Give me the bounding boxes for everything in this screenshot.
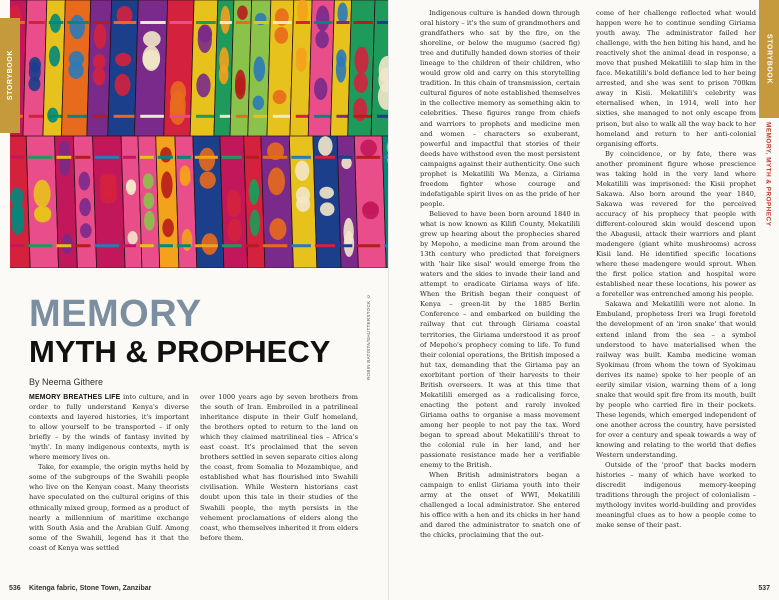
photo-credit [362, 270, 374, 380]
photo-caption: Kitenga fabric, Stone Town, Zanzibar [29, 585, 152, 592]
paragraph [29, 392, 189, 462]
lead-in: MEMORY BREATHES LIFE [29, 394, 121, 401]
fabric-strip [134, 0, 167, 140]
fabric-strip [261, 136, 293, 268]
body-column-4 [596, 8, 756, 530]
section-tab-label: STORYBOOK [765, 33, 773, 85]
paragraph: Sakawa and Mekatilili were not alone. In Embuland, prophetess Ireri wa Irugi foretold the development of an 'iron snake' that would extend inland from the sea – a symbol understood to have materialised when the railway was built. Kamba medicine woman Syokimau (from whom the town of Syokimau derives its name) spoke to her people of an eerily similar vision, warning them of a long snake that would spit fire from its mouth, built by people who carried fire in their pockets. These legends, which emerged independent of one another across the country, have persisted for over a century and speak towards a way of knowing and relating to the world that defies Western understanding. [596, 300, 756, 460]
section-tab-right [759, 0, 779, 118]
fabric-strip [93, 136, 126, 268]
fabric-strip [164, 0, 194, 140]
fabric-strip [289, 136, 317, 268]
fabric-strip [348, 0, 375, 140]
section-tab-left [0, 18, 20, 133]
fabric-strip [220, 136, 248, 268]
paragraph: over 1000 years ago by seven brothers from the south of Iran. Embroiled in a patrilineal inheritance dispute in their Gulf homeland, the brothers opted to return to the land on which they claimed matrilineal ties – Africa's east coast. It's proclaimed that the seven brothers settled in seven separate cities along the coast, from Somalia to Mozambique, and established what has flourished into Swahili civilisation. While Western historians cast doubt upon this tale in their studies of the Swahili people, the myth persists in the vehement proclamations of elders along the coast, who themselves inherited it from elders before them. [200, 393, 358, 542]
kitenga-fabric-image [10, 0, 389, 268]
running-header [763, 121, 773, 227]
paragraph: Indigenous culture is handed down through oral history – it's the sum of grandmothers and grandfathers who sat by the fire, on the shoreline, or below the mugumo (sacred fig) tree and dutifully handed down stories of their lineage to the children of their children, who would grow old and carry on this storytelling tradition. In this chain of transmission, certain cultural figures of note established themselves in the collective memory as something akin to celebrities. These figures range from chiefs and warriors to prophets and medicine men and women – characters so exuberant, powerful and impactful that stories of their deeds have withstood even the most persistent campaigns against their authenticity. One such prophet is Mekatilili Wa Menza, a Giriama freedom fighter whose courage and indefatigable spirit lives on as the pride of her people. [420, 9, 580, 208]
body-column-1 [29, 392, 189, 553]
paragraph: Outside of the 'proof' that backs modern histories – many of which have worked to discredit indigenous memory-keeping traditions through the project of colonialism – mythology invites world-building and provides meaningful clues as to how a people come to make sense of their past. [596, 461, 756, 530]
title-myth-prophecy: MYTH & PROPHECY [29, 334, 331, 369]
fabric-strip [193, 136, 224, 268]
body-column-3 [420, 8, 580, 540]
paragraph: Believed to have been born around 1840 in what is now known as Kilifi County, Mekatilili grew up hearing about the prophecies shared by Mepoho, a medicine man from around the 13th century who predicted that foreigners with 'hair like sisal' would emerge from the waters and the skies to invade their land and attempt to eradicate Giriama ways of life. When the British began their conquest of Kenya – green-lit by the 1885 Berlin Conference – and embarked on building the railway that cut through Giriama coastal territories, the Giriama understood it as proof of Mepoho's prophecy coming to life. To fund their colonial operations, the British imposed a hut tax, demanding that the Giriama pay an exorbitant portion of their harvests to their British overseers. It was at this time that Mekatilili emerged as a radicalising force, enacting the potent and rarely invoked Giriama oaths to organise a mass movement among her people to not pay the tax. Word began to spread about Mekatilili's threat to the colonial rule in her land, and her passionate resistance made her a verifiable enemy to the British. [420, 209, 580, 470]
fabric-photo [10, 0, 389, 268]
title-memory: MEMORY [29, 293, 202, 335]
paragraph: Take, for example, the origin myths held by some of the subgroups of the Swahili people who live on the Kenyan coast. Many theorists have speculated on the cultural origins of this ethnically mixed group, formed as a product of nearly a millennium of maritime exchange with South Asia and the Arabian Gulf. Among some of the Swahili, legend has it that the coast of Kenya was settled [29, 463, 189, 552]
section-tab-label: STORYBOOK [6, 50, 14, 101]
page-number-right: 537 [758, 585, 770, 592]
paragraph: come of her challenge reflected what would happen were he to continue sending Giriama youth away. The administrator failed her challenge, with the hen biting his hand, and he reactively shot the animal dead in response, a move that pushed Mekatilili to slap him in the face. Mekatilili's bold defiance led to her being arrested, and she was sent to prison 700km away in Kisii. Mekatilili's celebrity was eternalised when, in 1914, well into her sixties, she managed to not only escape from prison, but also to walk all the way back to her homeland and return to her anti-colonial organising efforts. [596, 9, 756, 148]
fabric-strip [108, 0, 139, 140]
page-number-left: 536 [9, 585, 21, 592]
running-header-text: MEMORY, MYTH & PROPHECY [764, 121, 772, 227]
paragraph: By coincidence, or by fate, there was another prominent figure whose prescience was taking hold in the very land where Mekatilili was imprisoned: the Kisii prophet Sakawa. Also born around the year 1840, Sakawa was revered for the perceived accuracy of his prophecy that people with different-coloured skin would descend upon the Abagusii, attack their warriors and plant madengere (giant white mushrooms) across Kisii land. He identified specific locations where these madengere would sprout. When the first police station and hospital were established near these locations, his power as a foreteller was entrenched among his people. [596, 149, 756, 299]
paragraph: When British administrators began a campaign to enlist Giriama youth into their army at the onset of WWI, Mekatilili challenged a local administrator. She entered his office with a hen and its chicks in her hand and dared the administrator to snatch one of the chicks, proclaiming that the out- [420, 471, 580, 540]
body-column-2 [200, 392, 358, 543]
left-page [0, 0, 389, 600]
fabric-strip [26, 136, 58, 268]
fabric-strip [61, 0, 90, 140]
paragraph-text: into culture, and in order to fully understand Kenya's diverse contexts and layered histories, it's important to allow yourself to be transported – if only briefly – by the winds of fantasy invited by 'myth'. In many indigenous contexts, myth is where memory lives on. [29, 393, 189, 462]
fabric-strip [267, 0, 294, 140]
fabric-strip [354, 136, 386, 268]
fabric-strip [313, 136, 341, 268]
byline: By Neema Githere [29, 377, 104, 387]
fabric-strip [190, 0, 218, 140]
fabric-strip [308, 0, 334, 140]
photo-credit-text: ROBIN BATISTA/SHUTTERSTOCK © [365, 293, 371, 380]
